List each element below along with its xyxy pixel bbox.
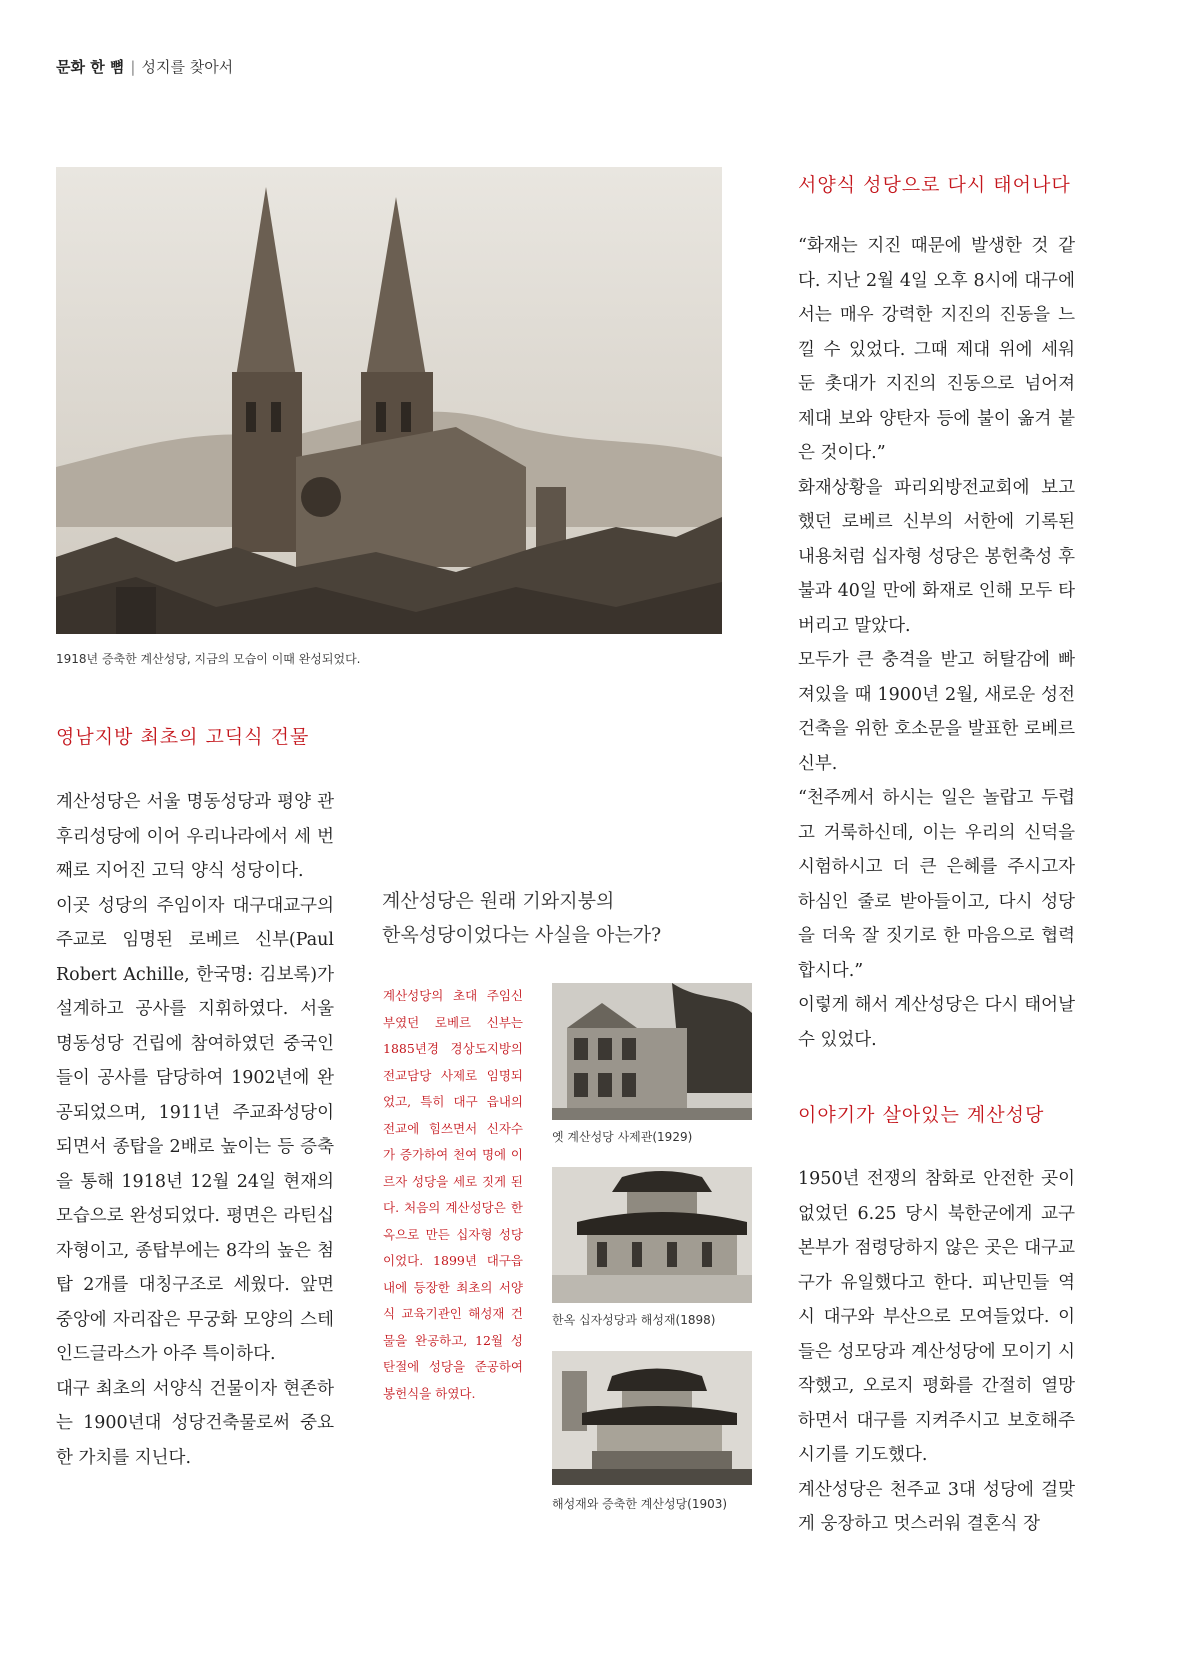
question-heading xyxy=(382,884,727,952)
right-paragraph: 화재상황을 파리외방전교회에 보고했던 로베르 신부의 서한에 기록된 내용처럼 십자형 성당은 봉헌축성 후 불과 40일 만에 화재로 인해 모두 타버리고 말았다. xyxy=(798,477,1075,636)
section-subtitle: 성지를 찾아서 xyxy=(141,58,234,76)
hanok-cathedral-1898-photo xyxy=(552,1167,752,1303)
right-body-1 xyxy=(798,229,1075,1057)
section-title: 문화 한 뼘 xyxy=(56,58,125,76)
left-paragraph: 계산성당은 서울 명동성당과 평양 관후리성당에 이어 우리나라에서 세 번째로 지어진 고딕 양식 성당이다. xyxy=(56,792,334,881)
right-paragraph: “천주께서 하시는 일은 놀랍고 두렵고 거룩하신데, 이는 우리의 신덕을 시험하시고 더 큰 은혜를 주시고자 하심인 줄로 받아들이고, 다시 성당을 더욱 잘 짓기로 한 마음으로 협력합시다.” xyxy=(798,788,1075,981)
right-paragraph: 계산성당은 천주교 3대 성당에 걸맞게 웅장하고 멋스러워 결혼식 장 xyxy=(798,1479,1075,1534)
question-line: 한옥성당이었다는 사실을 아는가? xyxy=(382,924,662,946)
right-heading-2: 이야기가 살아있는 계산성당 xyxy=(798,1104,1045,1126)
right-body-2 xyxy=(798,1162,1075,1542)
cathedral-1918-photo xyxy=(56,167,722,634)
rectory-1929-photo xyxy=(552,983,752,1120)
rectory-caption: 옛 계산성당 사제관(1929) xyxy=(552,1130,693,1144)
right-paragraph: 이렇게 해서 계산성당은 다시 태어날 수 있었다. xyxy=(798,995,1075,1050)
header-divider: | xyxy=(130,58,136,76)
question-line: 계산성당은 원래 기와지붕의 xyxy=(382,890,615,912)
history-note: 계산성당의 초대 주임신부였던 로베르 신부는 1885년경 경상도지방의 전교담당 사제로 임명되었고, 특히 대구 읍내의 전교에 힘쓰면서 신자수가 증가하여 천여 명에 이르자 성당을 세로 짓게 된다. 처음의 계산성당은 한옥으로 만든 십자형 성당이었다. 1899년 대구읍내에 등장한 최초의 서양식 교육기관인 해성재 건물을 완공하고, 12월 성탄절에 성당을 준공하여 봉헌식을 하였다. xyxy=(383,988,523,1401)
haeseongjae-caption: 해성재와 증축한 계산성당(1903) xyxy=(552,1497,728,1511)
page-header xyxy=(56,56,233,77)
right-paragraph: 모두가 큰 충격을 받고 허탈감에 빠져있을 때 1900년 2월, 새로운 성전 건축을 위한 호소문을 발표한 로베르 신부. xyxy=(798,650,1075,774)
right-paragraph: 1950년 전쟁의 참화로 안전한 곳이 없었던 6.25 당시 북한군에게 교구본부가 점령당하지 않은 곳은 대구교구가 유일했다고 한다. 피난민들 역시 대구와 부산으로 모여들었다. 이들은 성모당과 계산성당에 모이기 시작했고, 오로지 평화를 간절히 열망하면서 대구를 지켜주시고 보호해주시기를 기도했다. xyxy=(798,1169,1075,1465)
right-paragraph: “화재는 지진 때문에 발생한 것 같다. 지난 2월 4일 오후 8시에 대구에서는 매우 강력한 지진의 진동을 느낄 수 있었다. 그때 제대 위에 세워 둔 촛대가 지진의 진동으로 넘어져 제대 보와 양탄자 등에 불이 옮겨 붙은 것이다.” xyxy=(798,236,1075,463)
haeseongjae-1903-photo xyxy=(552,1351,752,1485)
main-photo-caption: 1918년 증축한 계산성당, 지금의 모습이 이때 완성되었다. xyxy=(56,652,361,666)
left-paragraph: 이곳 성당의 주임이자 대구대교구의 주교로 임명된 로베르 신부(Paul Robert Achille, 한국명: 김보록)가 설계하고 공사를 지휘하였다. 서울 명동성당 건립에 참여하였던 중국인들이 공사를 담당하여 1902년에 완공되었으며, 1911년 주교좌성당이 되면서 종탑을 2배로 높이는 등 증축을 통해 1918년 12월 24일 현재의 모습으로 완성되었다. 평면은 라틴십자형이고, 종탑부에는 8각의 높은 첨탑 2개를 대칭구조로 세웠다. 앞면 중앙에 자리잡은 무궁화 모양의 스테인드글라스가 아주 특이하다. xyxy=(56,895,334,1364)
right-heading-1: 서양식 성당으로 다시 태어나다 xyxy=(798,174,1071,196)
left-paragraph: 대구 최초의 서양식 건물이자 현존하는 1900년대 성당건축물로써 중요한 가치를 지닌다. xyxy=(56,1378,334,1468)
hanok-caption: 한옥 십자성당과 해성재(1898) xyxy=(552,1313,716,1327)
left-heading: 영남지방 최초의 고딕식 건물 xyxy=(56,726,310,748)
left-body xyxy=(56,785,334,1475)
